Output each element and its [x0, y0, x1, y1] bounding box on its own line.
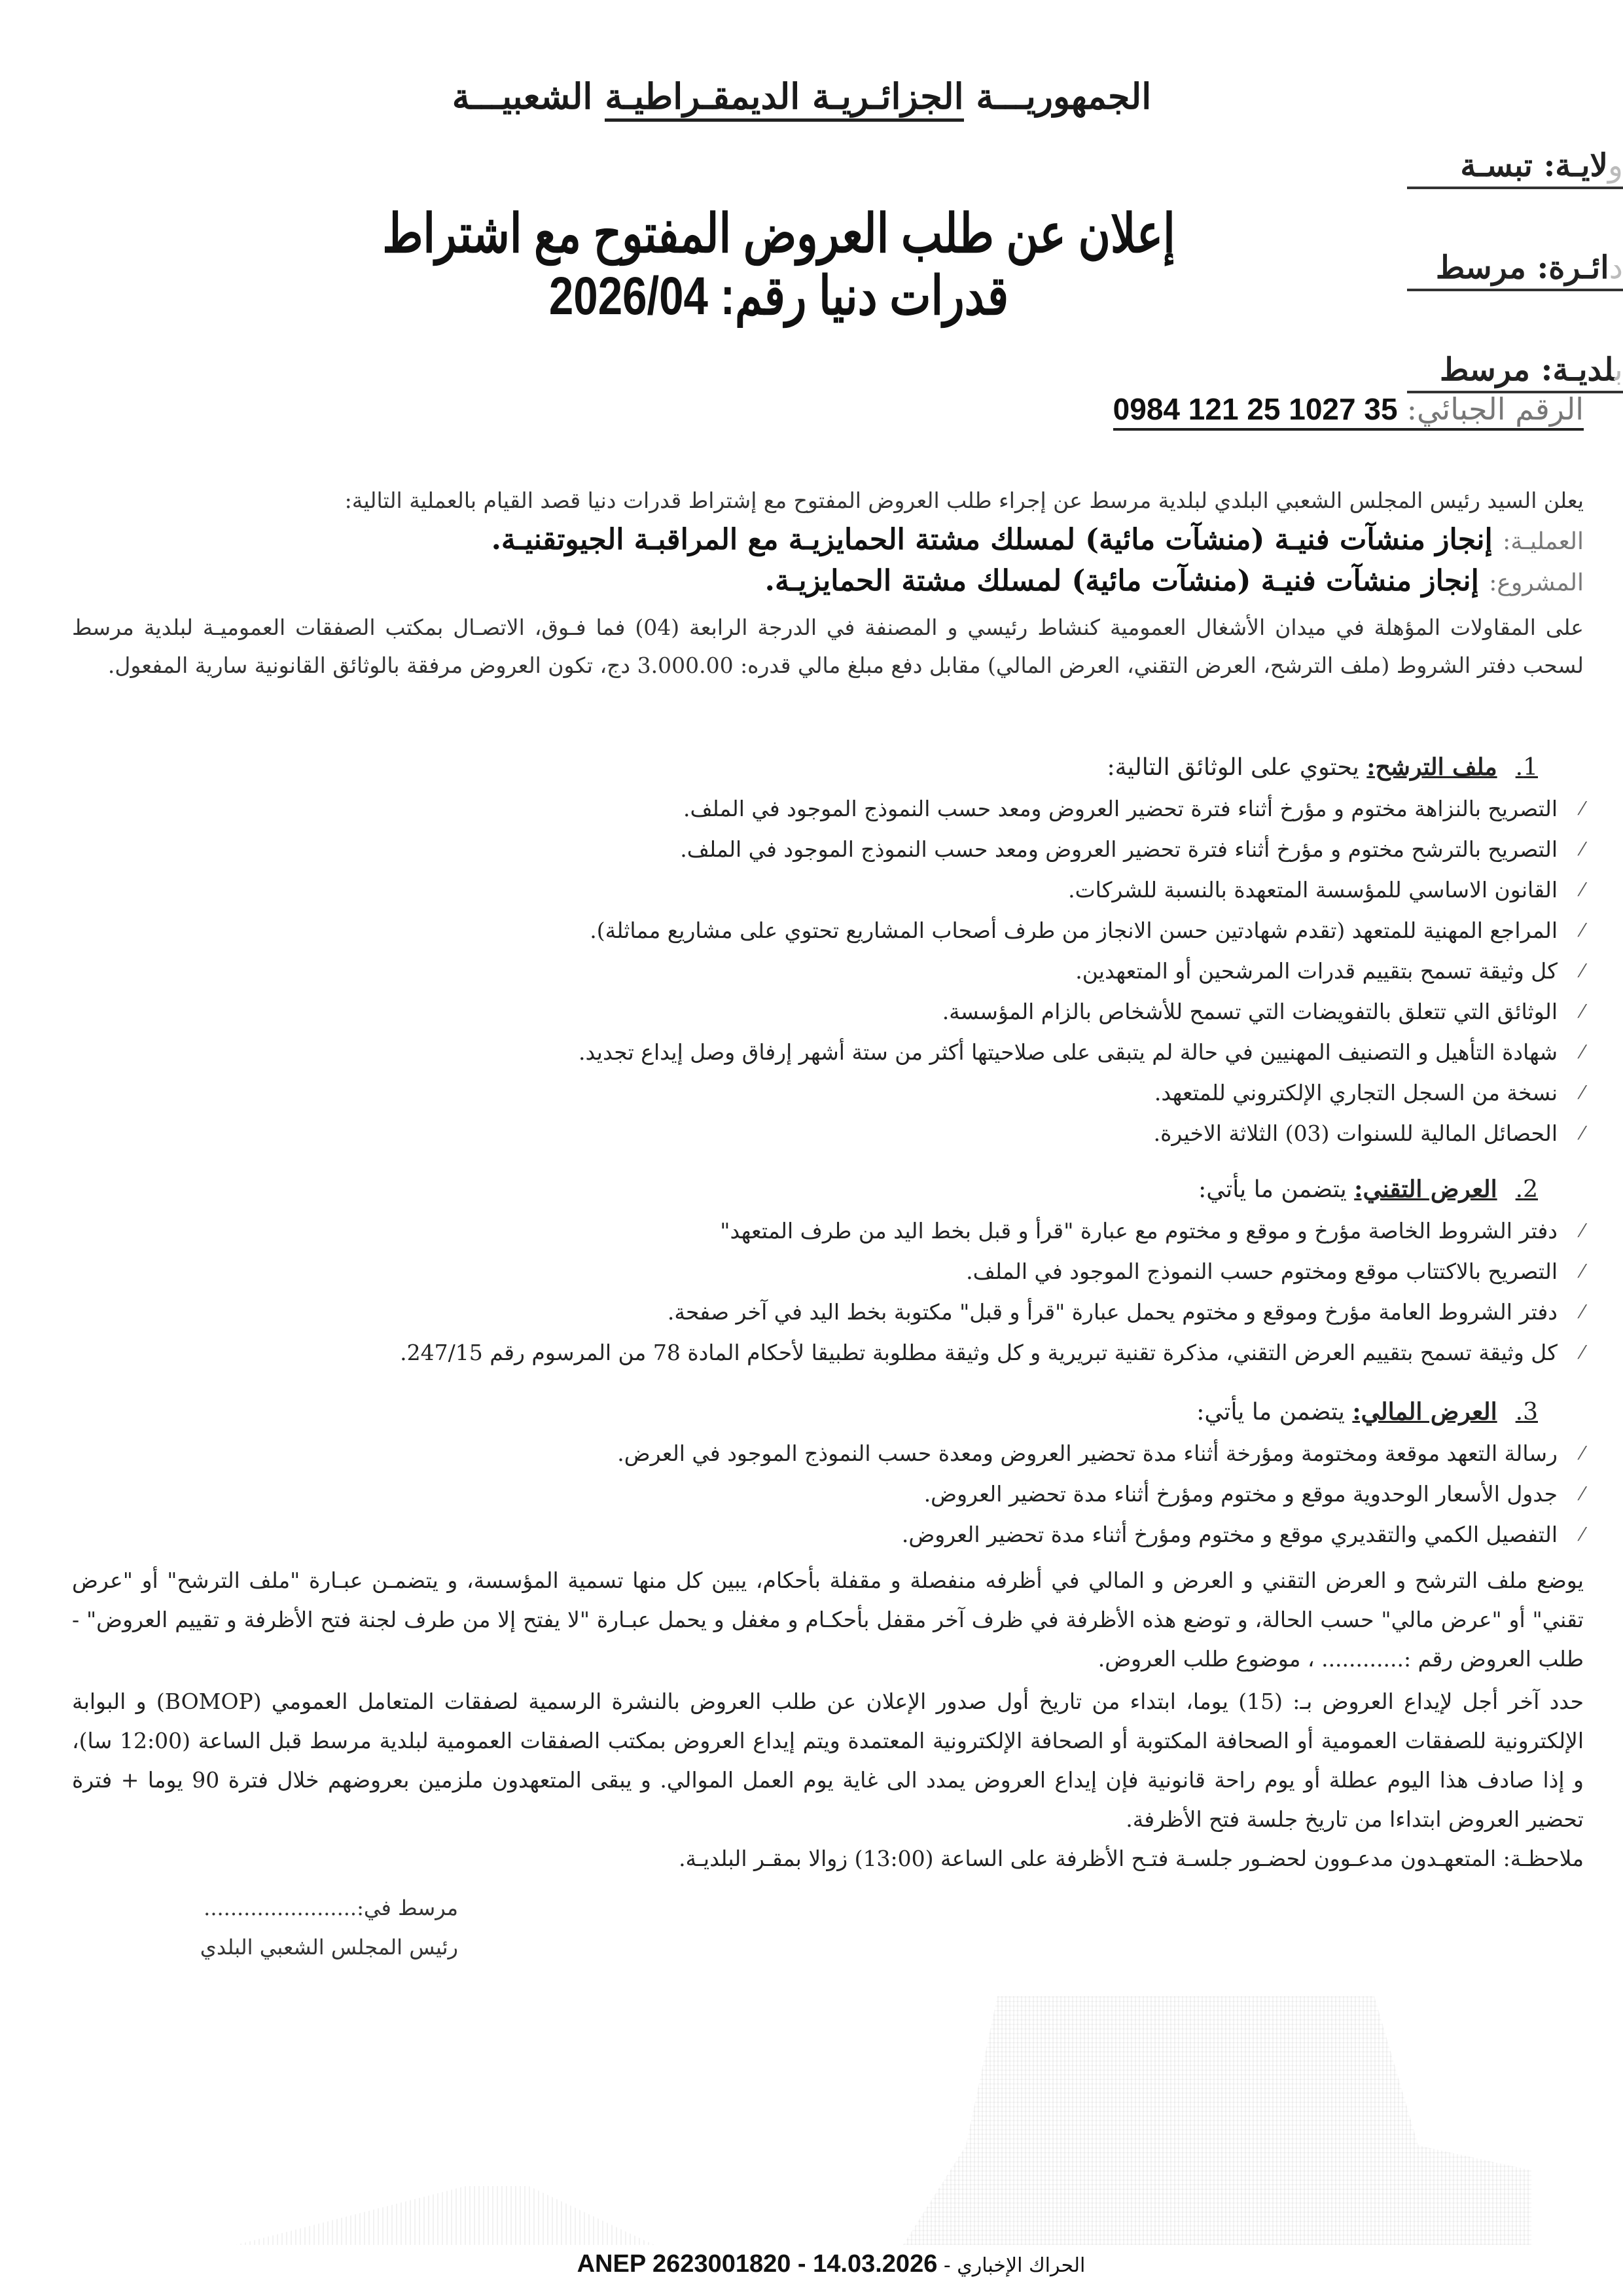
section-technical-offer: [72, 1168, 1584, 1373]
list-item: ⁄ التصريح بالنزاهة مختوم و مؤرخ أثناء فترة تحضير العروض ومعد حسب النموذج الموجود في الملف.: [72, 789, 1584, 829]
project-value: إنجاز منشآت فنيـة (منشآت مائية) لمسلك مشتة الحمايزيـة.: [764, 564, 1479, 598]
list-item: ⁄ شهادة التأهيل و التصنيف المهنيين في حالة لم يتبقى على صلاحيتها أكثر من ستة أشهر إرفاق وصل إيداع تجديد.: [72, 1032, 1584, 1073]
section-heading: 2.العرض التقني: يتضمن ما يأتي:: [1198, 1175, 1538, 1203]
scan-noise-watermark: [903, 1996, 1531, 2245]
announcement-title: إعلان عن طلب العروض المفتوح مع اشتراط قدرات دنيا رقم: 2026/04: [382, 204, 1175, 326]
bullet-icon: ⁄: [1580, 920, 1584, 941]
admin-wilaya: ولايـة: تبسـة: [1407, 147, 1623, 189]
deadline-note: ملاحظـة: المتعهـدون مدعـوون لحضـور جلسـة فتـح الأظرفة على الساعة (13:00) زوالا بمقـر البلديـة.: [679, 1846, 1584, 1871]
document-list: [72, 1433, 1584, 1555]
bullet-icon: ⁄: [1580, 1220, 1584, 1242]
tax-id-value: 35 1027 25 121 0984: [1113, 392, 1398, 426]
envelope-instructions: يوضع ملف الترشح و العرض التقني و العرض و المالي في أظرفه منفصلة و مقفلة بأحكام، يبين كل منها تسمية المؤسسة، و يتضمـن عبـارة "ملف الترشح" أو "عرض تقني" أو "عرض مالي" حسب الحالة، و توضع هذه الأظرفة في ظرف آخر مقفل بأحكـام و مغفل و يحمل عبـارة "لا يفتح إلا من طرف لجنة فتح الأظرفة و تقييم العروض" - طلب العروض رقم :............ ، موضوع طلب العروض.: [72, 1568, 1584, 1672]
anep-reference: ANEP 2623001820 - 14.03.2026: [577, 2250, 938, 2278]
list-item: ⁄ رسالة التعهد موقعة ومختومة ومؤرخة أثناء مدة تحضير العروض ومعدة حسب النموذج الموجود في العرض.: [72, 1433, 1584, 1474]
bullet-icon: ⁄: [1580, 1483, 1584, 1505]
bullet-icon: ⁄: [1580, 960, 1584, 982]
project-line: [72, 562, 1584, 603]
publication-footer: [504, 2250, 1158, 2278]
bidders-paragraph: على المقاولات المؤهلة في ميدان الأشغال العمومية كنشاط رئيسي و المصنفة في الدرجة الرابعة (04) فما فـوق، الاتصـال بمكتب الصفقات العموميـة لبلدية مرسط لسحب دفتر الشروط (ملف الترشح، العرض التقني، العرض المالي) مقابل دفع مبلغ مالي قدره: 3.000.00 دج، تكون العروض مرفقة بالوثائق القانونية سارية المفعول.: [72, 615, 1584, 678]
operation-label: العمليـة:: [1503, 528, 1584, 555]
document-list: [72, 789, 1584, 1154]
list-item: ⁄ دفتر الشروط الخاصة مؤرخ و موقع و مختوم مع عبارة "قرأ و قبل بخط اليد من طرف المتعهد": [72, 1211, 1584, 1251]
bullet-icon: ⁄: [1580, 1001, 1584, 1022]
list-item: ⁄ التصريح بالاكتتاب موقع ومختوم حسب النموذج الموجود في الملف.: [72, 1251, 1584, 1292]
bullet-icon: ⁄: [1580, 879, 1584, 901]
intro-text: يعلن السيد رئيس المجلس الشعبي البلدي لبلدية مرسط عن إجراء طلب العروض المفتوح مع إشتراط قدرات دنيا قصد القيام بالعملية التالية:: [344, 488, 1584, 513]
bullet-icon: ⁄: [1580, 1082, 1584, 1103]
footer-separator: -: [937, 2254, 957, 2277]
intro-block: [72, 481, 1584, 603]
republic-underlined: الجزائـريـة الديمقـراطيـة: [605, 75, 963, 122]
list-item: ⁄ جدول الأسعار الوحدوية موقع و مختوم ومؤرخ أثناء مدة تحضير العروض.: [72, 1474, 1584, 1515]
section-candidacy-file: [72, 746, 1584, 1154]
list-item: ⁄ القانون الاساسي للمؤسسة المتعهدة بالنسبة للشركات.: [72, 870, 1584, 910]
bullet-icon: ⁄: [1580, 1443, 1584, 1464]
document-list: [72, 1211, 1584, 1373]
list-item: ⁄ دفتر الشروط العامة مؤرخ وموقع و مختوم يحمل عبارة "قرأ و قبل" مكتوبة بخط اليد في آخر صفحة.: [72, 1292, 1584, 1333]
signature-block: [92, 1888, 458, 1967]
list-item: ⁄ التصريح بالترشح مختوم و مؤرخ أثناء فترة تحضير العروض ومعد حسب النموذج الموجود في الملف.: [72, 829, 1584, 870]
signature-signer: رئيس المجلس الشعبي البلدي: [200, 1935, 458, 1960]
list-item: ⁄ كل وثيقة تسمح بتقييم العرض التقني، مذكرة تقنية تبريرية و كل وثيقة مطلوبة تطبيقا لأحكام المادة 78 من المرسوم رقم 247/15.: [72, 1333, 1584, 1373]
list-item: ⁄ التفصيل الكمي والتقديري موقع و مختوم ومؤرخ أثناء مدة تحضير العروض.: [72, 1515, 1584, 1555]
bullet-icon: ⁄: [1580, 1041, 1584, 1063]
bullet-icon: ⁄: [1580, 1261, 1584, 1282]
section-financial-offer: [72, 1391, 1584, 1555]
list-item: ⁄ الوثائق التي تتعلق بالتفويضات التي تسمح للأشخاص بالزام المؤسسة.: [72, 992, 1584, 1032]
republic-header: [366, 75, 1237, 117]
tax-id: [1113, 391, 1584, 431]
signature-place: مرسط في:.......................: [204, 1895, 458, 1920]
list-item: ⁄ الحصائل المالية للسنوات (03) الثلاثة الاخيرة.: [72, 1113, 1584, 1154]
section-heading: 1.ملف الترشح: يحتوي على الوثائق التالية:: [1107, 753, 1538, 781]
project-label: المشروع:: [1489, 569, 1584, 596]
scan-noise-watermark: [236, 2186, 654, 2245]
bullet-icon: ⁄: [1580, 1524, 1584, 1545]
bullet-icon: ⁄: [1580, 798, 1584, 819]
admin-daira: دائـرة: مرسط: [1407, 249, 1623, 291]
bullet-icon: ⁄: [1580, 1342, 1584, 1363]
republic-suffix: الشعبيـــة: [452, 75, 593, 117]
deadline-text: حدد آخر أجل لإيداع العروض بـ: (15) يوما، ابتداء من تاريخ أول صدور الإعلان عن طلب العروض بالنشرة الرسمية لصفقات المتعامل العمومي (BOMOP) و البوابة الإلكترونية للصفقات العمومية أو الصحافة المكتوبة أو الصحافة الإلكترونية المعتمدة ويتم إيداع العروض بمكتب الصفقات العمومية لبلدية مرسط قبل الساعة (12:00 سا)، و إذا صادف هذا اليوم عطلة أو يوم راحة قانونية فإن إيداع العروض يمدد الى غاية يوم العمل الموالي. و يبقى المتعهدون ملزمين بعروضهم خلال فترة 90 يوما + فترة تحضير العروض ابتداءا من تاريخ جلسة فتح الأظرفة.: [72, 1689, 1584, 1832]
tax-id-label: الرقم الجبائي:: [1406, 391, 1584, 427]
publication-name: الحراك الإخباري: [957, 2254, 1086, 2277]
bullet-icon: ⁄: [1580, 1122, 1584, 1144]
republic-prefix: الجمهوريـــة: [976, 75, 1152, 117]
list-item: ⁄ كل وثيقة تسمح بتقييم قدرات المرشحين أو المتعهدين.: [72, 951, 1584, 992]
list-item: ⁄ المراجع المهنية للمتعهد (تقدم شهادتين حسن الانجاز من طرف أصحاب المشاريع تحتوي على مشاريع مماثلة).: [72, 910, 1584, 951]
operation-value: إنجاز منشآت فنيـة (منشآت مائية) لمسلك مشتة الحمايزيـة مع المراقبـة الجيوتقنيـة.: [491, 523, 1493, 556]
section-heading: 3.العرض المالي: يتضمن ما يأتي:: [1196, 1398, 1538, 1426]
operation-line: [72, 520, 1584, 562]
admin-commune: بلديـة: مرسط: [1407, 351, 1623, 393]
bullet-icon: ⁄: [1580, 1301, 1584, 1323]
list-item: ⁄ نسخة من السجل التجاري الإلكتروني للمتعهد.: [72, 1073, 1584, 1113]
bullet-icon: ⁄: [1580, 838, 1584, 860]
deadline-block: [72, 1682, 1584, 1878]
